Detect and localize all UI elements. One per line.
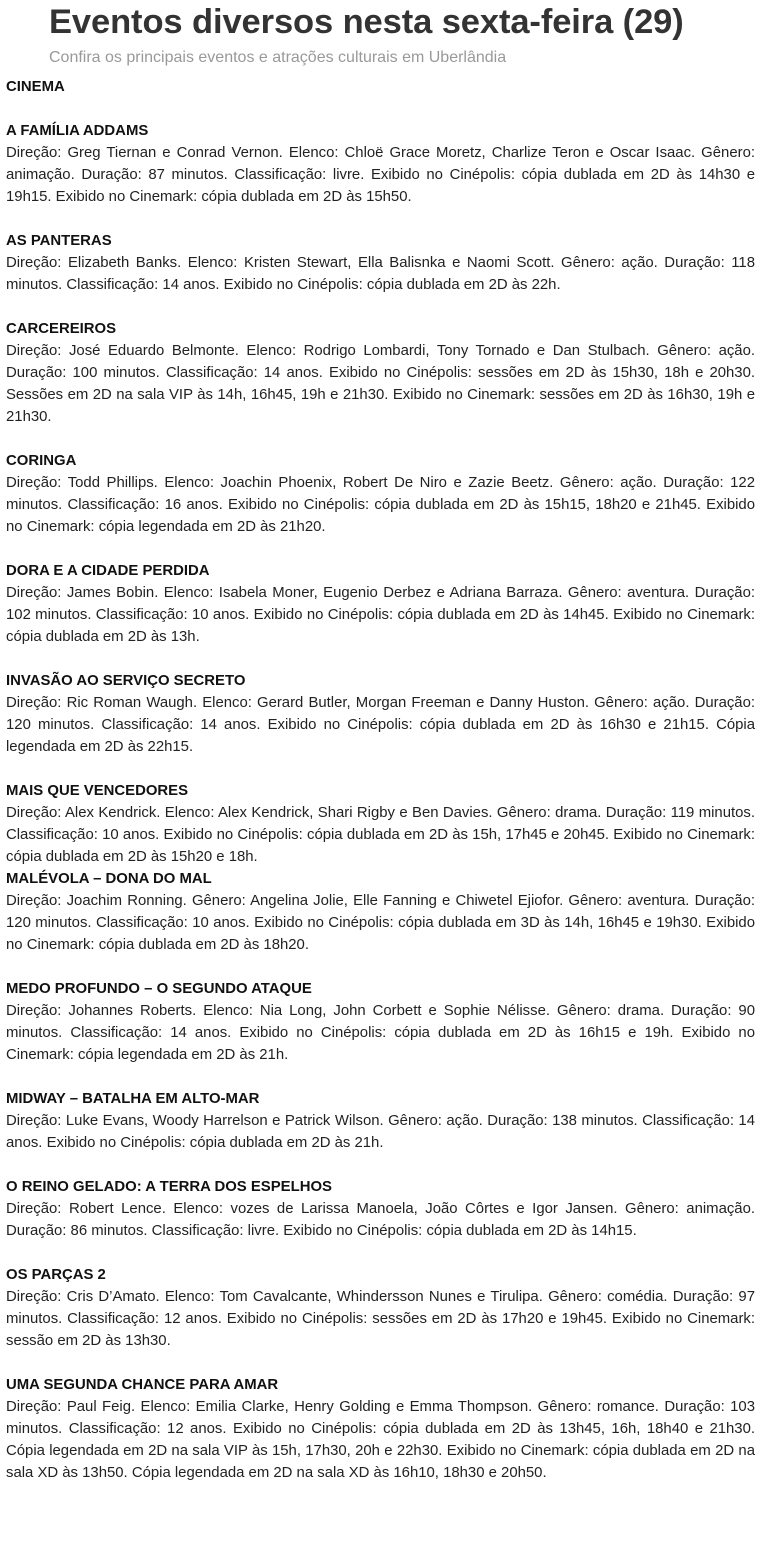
movie-title: A FAMÍLIA ADDAMS	[6, 123, 149, 139]
movie-entry	[6, 670, 755, 758]
movie-description: Direção: Robert Lence. Elenco: vozes de Larissa Manoela, João Côrtes e Igor Jansen. Gênero: animação. Duração: 86 minutos. Classificação: livre. Exibido no Cinépolis: cópia dublada em 2D às 14h15.	[6, 1201, 755, 1239]
movie-title: CORINGA	[6, 453, 77, 469]
movie-description: Direção: Johannes Roberts. Elenco: Nia Long, John Corbett e Sophie Nélisse. Gênero: drama. Duração: 90 minutos. Classificação: 14 anos. Exibido no Cinépolis: cópia dublada em 2D às 16h15 e 19h. Exibido no Cinemark: cópia legendada em 2D às 21h.	[6, 1003, 755, 1063]
movie-description: Direção: Ric Roman Waugh. Elenco: Gerard Butler, Morgan Freeman e Danny Huston. Gênero: ação. Duração: 120 minutos. Classificação: 14 anos. Exibido no Cinépolis: cópia dublada em 2D às 16h30 e 21h15. Cópia legendada em 2D às 22h15.	[6, 695, 755, 755]
movie-entry	[6, 120, 755, 208]
movie-title: UMA SEGUNDA CHANCE PARA AMAR	[6, 1377, 279, 1393]
movie-description: Direção: Alex Kendrick. Elenco: Alex Kendrick, Shari Rigby e Ben Davies. Gênero: drama. Duração: 119 minutos. Classificação: 10 anos. Exibido no Cinépolis: cópia dublada em 2D às 15h, 17h45 e 20h45. Exibido no Cinemark: cópia dublada em 2D às 15h20 e 18h.	[6, 805, 755, 865]
movie-entry	[6, 230, 755, 296]
section-heading: CINEMA	[6, 79, 65, 95]
movie-description: Direção: Cris D’Amato. Elenco: Tom Cavalcante, Whindersson Nunes e Tirulipa. Gênero: comédia. Duração: 97 minutos. Classificação: 12 anos. Exibido no Cinépolis: sessões em 2D às 17h20 e 19h45. Exibido no Cinemark: sessão em 2D às 13h30.	[6, 1289, 755, 1349]
movie-entry	[6, 978, 755, 1066]
movie-title: INVASÃO AO SERVIÇO SECRETO	[6, 673, 246, 689]
page-subtitle: Confira os principais eventos e atrações culturais em Uberlândia	[49, 49, 507, 66]
movie-title: DORA E A CIDADE PERDIDA	[6, 563, 210, 579]
movie-title: AS PANTERAS	[6, 233, 112, 249]
movie-description: Direção: Joachim Ronning. Gênero: Angelina Jolie, Elle Fanning e Chiwetel Ejiofor. Gênero: aventura. Duração: 120 minutos. Classificação: 10 anos. Exibido no Cinépolis: cópia dublada em 3D às 14h, 16h45 e 19h30. Exibido no Cinemark: cópia dublada em 2D às 18h20.	[6, 893, 755, 953]
movie-description: Direção: Luke Evans, Woody Harrelson e Patrick Wilson. Gênero: ação. Duração: 138 minutos. Classificação: 14 anos. Exibido no Cinépolis: cópia dublada em 2D às 21h.	[6, 1113, 755, 1151]
movie-description: Direção: Elizabeth Banks. Elenco: Kristen Stewart, Ella Balisnka e Naomi Scott. Gênero: ação. Duração: 118 minutos. Classificação: 14 anos. Exibido no Cinépolis: cópia dublada em 2D às 22h.	[6, 255, 755, 293]
movie-entry	[6, 560, 755, 648]
movie-entry	[6, 780, 755, 868]
page-title: Eventos diversos nesta sexta-feira (29)	[49, 3, 684, 41]
article-body	[0, 76, 761, 1484]
movie-entry	[6, 1176, 755, 1242]
page-header	[0, 0, 761, 68]
movie-description: Direção: Greg Tiernan e Conrad Vernon. Elenco: Chloë Grace Moretz, Charlize Teron e Oscar Isaac. Gênero: animação. Duração: 87 minutos. Classificação: livre. Exibido no Cinépolis: cópia dublada em 2D às 14h30 e 19h15. Exibido no Cinemark: cópia dublada em 2D às 15h50.	[6, 145, 755, 205]
movie-entry	[6, 868, 755, 956]
movie-title: MAIS QUE VENCEDORES	[6, 783, 189, 799]
movie-description: Direção: José Eduardo Belmonte. Elenco: Rodrigo Lombardi, Tony Tornado e Dan Stulbach. Gênero: ação. Duração: 100 minutos. Classificação: 14 anos. Exibido no Cinépolis: sessões em 2D às 15h30, 18h e 20h30. Sessões em 2D na sala VIP às 14h, 16h45, 19h e 21h30. Exibido no Cinemark: sessões em 2D às 16h30, 19h e 21h30.	[6, 343, 755, 425]
movie-entry	[6, 1264, 755, 1352]
movie-title: OS PARÇAS 2	[6, 1267, 106, 1283]
movie-entry	[6, 1374, 755, 1484]
movie-title: O REINO GELADO: A TERRA DOS ESPELHOS	[6, 1179, 332, 1195]
movie-title: MIDWAY – BATALHA EM ALTO-MAR	[6, 1091, 260, 1107]
movie-title: MEDO PROFUNDO – O SEGUNDO ATAQUE	[6, 981, 312, 997]
movie-entry	[6, 450, 755, 538]
movie-entry	[6, 318, 755, 428]
movie-title: MALÉVOLA – DONA DO MAL	[6, 871, 212, 887]
movie-entry	[6, 1088, 755, 1154]
movie-title: CARCEREIROS	[6, 321, 117, 337]
movie-description: Direção: Paul Feig. Elenco: Emilia Clarke, Henry Golding e Emma Thompson. Gênero: romance. Duração: 103 minutos. Classificação: 12 anos. Exibido no Cinépolis: cópia dublada em 2D às 13h45, 16h, 18h40 e 21h30. Cópia legendada em 2D na sala VIP às 15h, 17h30, 20h e 22h30. Exibido no Cinemark: cópia dublada em 2D na sala XD às 13h50. Cópia legendada em 2D na sala XD às 16h10, 18h30 e 20h50.	[6, 1399, 755, 1481]
movie-description: Direção: Todd Phillips. Elenco: Joachin Phoenix, Robert De Niro e Zazie Beetz. Gênero: ação. Duração: 122 minutos. Classificação: 16 anos. Exibido no Cinépolis: cópia dublada em 2D às 15h15, 18h20 e 21h45. Exibido no Cinemark: cópia legendada em 2D às 21h20.	[6, 475, 755, 535]
movie-description: Direção: James Bobin. Elenco: Isabela Moner, Eugenio Derbez e Adriana Barraza. Gênero: aventura. Duração: 102 minutos. Classificação: 10 anos. Exibido no Cinépolis: cópia dublada em 2D às 14h45. Exibido no Cinemark: cópia dublada em 2D às 13h.	[6, 585, 755, 645]
